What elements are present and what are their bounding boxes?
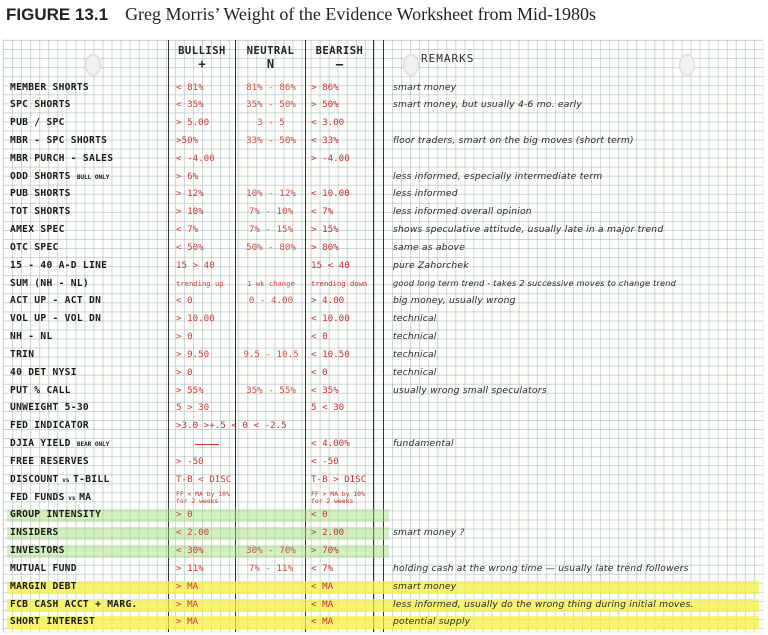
remark-text: technical (393, 366, 437, 378)
indicator-label: OTC SPEC (10, 241, 59, 253)
remark-text: smart money ? (393, 527, 465, 539)
bearish-value: < 10.50 (311, 348, 350, 360)
bullish-value: trending up (176, 278, 224, 288)
indicator-label: FED INDICATOR (10, 420, 89, 432)
table-row (3, 614, 763, 632)
indicator-name (10, 135, 107, 146)
fed-thresholds: >3.0 >+.5 < 0 < -2.5 (176, 420, 287, 432)
remark-text: less informed, usually do the wrong thing during initial moves. (393, 598, 694, 610)
indicator-label: MBR - SPC SHORTS (10, 134, 108, 146)
bullish-value: > 6% (176, 170, 199, 182)
neutral-value: 35% - 55% (246, 384, 296, 396)
figure-caption: Greg Morris’ Weight of the Evidence Worksheet from Mid-1980s (125, 4, 597, 24)
table-row (3, 543, 763, 561)
remark-text: fundamental (393, 438, 454, 450)
neutral-value: 10% - 12% (246, 188, 296, 200)
remark-text: technical (393, 348, 437, 360)
bearish-value: T-B > DISC (311, 473, 367, 485)
bullish-value: > 0 (176, 366, 193, 378)
binder-hole (85, 54, 101, 76)
indicator-label: MARGIN DEBT (10, 580, 77, 592)
indicator-label: PUB / SPC (10, 117, 65, 129)
remark-text: floor traders, smart on the big moves (short term) (393, 134, 634, 146)
binder-hole (679, 54, 695, 76)
indicator-name (10, 188, 71, 199)
table-row (3, 383, 763, 401)
bearish-value: < 10.00 (311, 188, 350, 200)
bullish-value: > -50 (176, 455, 204, 467)
table-row (3, 365, 763, 383)
bearish-value: < 7% (311, 562, 334, 574)
indicator-label: AMEX SPEC (10, 224, 65, 236)
table-row (3, 454, 763, 472)
remark-text: same as above (393, 241, 466, 253)
table-row (3, 525, 763, 543)
bullish-value: FF < MA by 10% for 2 weeks (176, 490, 230, 505)
remark-text: shows speculative attitude, usually late in a major trend (393, 224, 664, 236)
header-neutral: NEUTRAL (246, 45, 295, 57)
indicator-name (10, 331, 53, 342)
indicator-name (10, 313, 101, 324)
indicator-label: SUM (NH - NL) (10, 277, 89, 289)
bearish-value: < 4.00% (311, 438, 350, 450)
bearish-value: < MA (311, 598, 334, 610)
neutral-value: 3 - 5 (257, 117, 285, 129)
indicator-label: 15 - 40 A-D LINE (10, 259, 108, 271)
bearish-value: > 2.00 (311, 527, 345, 539)
indicator-label: SPC SHORTS (10, 99, 71, 111)
table-row (3, 472, 763, 490)
bearish-value: < 0 (311, 509, 328, 521)
table-row (3, 115, 763, 133)
bullish-value: > 12% (176, 188, 204, 200)
indicator-name (10, 402, 89, 413)
bullish-value: > 10.00 (176, 313, 215, 325)
indicator-name (10, 224, 65, 235)
neutral-value: 33% - 50% (246, 134, 296, 146)
indicator-name (10, 509, 101, 520)
table-row (3, 169, 763, 187)
neutral-value: 30% - 70% (246, 545, 296, 557)
indicator-label: INVESTORS (10, 545, 65, 557)
header-bullish: BULLISH (178, 45, 226, 57)
bullish-value: < -4.00 (176, 152, 215, 164)
indicator-label: ODD SHORTS (10, 170, 71, 182)
remark-text: potential supply (393, 616, 471, 628)
bearish-value: > 80% (311, 241, 339, 253)
remark-text: big money, usually wrong (393, 295, 516, 307)
indicator-label: NH - NL (10, 331, 53, 343)
binder-hole (403, 54, 419, 76)
header-bullish-symbol: + (198, 57, 206, 71)
bullish-value: >50% (176, 134, 199, 146)
indicator-label: PUT % CALL (10, 384, 71, 396)
remark-text: less informed overall opinion (393, 206, 532, 218)
bearish-value: < MA (311, 616, 334, 628)
bearish-value: < 35% (311, 384, 339, 396)
table-row (3, 490, 763, 508)
remark-text: holding cash at the wrong time — usually late trend followers (393, 562, 689, 574)
remark-text: technical (393, 313, 437, 325)
indicator-label: DJIA YIELD (10, 438, 71, 450)
table-row (3, 276, 763, 294)
figure-label: FIGURE 13.1 (6, 5, 109, 24)
indicator-name (10, 438, 109, 449)
indicator-label-tail: MA (79, 491, 92, 503)
indicator-name (10, 492, 91, 503)
table-row (3, 579, 763, 597)
table-row (3, 597, 763, 615)
indicator-name (10, 563, 77, 574)
bullish-value: < 0 (176, 295, 193, 307)
bullish-value: 5 > 30 (176, 402, 210, 414)
neutral-value: 7% - 15% (248, 224, 294, 236)
bullish-value: > 55% (176, 384, 204, 396)
table-row (3, 97, 763, 115)
bearish-value: > 50% (311, 99, 339, 111)
indicator-label: TRIN (10, 348, 35, 360)
indicator-name (10, 616, 95, 627)
bullish-value: T-B < DISC (176, 473, 232, 485)
table-row (3, 293, 763, 311)
indicator-label: 40 DET NYSI (10, 366, 77, 378)
indicator-label: VOL UP - VOL DN (10, 313, 102, 325)
table-row (3, 204, 763, 222)
table-row (3, 186, 763, 204)
neutral-value: 35% - 50% (246, 99, 296, 111)
bullish-value: 15 > 40 (176, 259, 215, 271)
table-row (3, 133, 763, 151)
remark-text: smart money (393, 580, 457, 592)
indicator-label: FED FUNDS (10, 491, 65, 503)
bullish-value: > 5.00 (176, 117, 210, 129)
remark-text: good long term trend - takes 2 successive moves to change trend (393, 277, 677, 288)
indicator-name (10, 456, 89, 467)
indicator-label: PUB SHORTS (10, 188, 71, 200)
indicator-name (10, 527, 59, 538)
indicator-name (10, 349, 34, 360)
remark-text: usually wrong small speculators (393, 384, 547, 396)
bearish-value: < 7% (311, 206, 334, 218)
indicator-label: GROUP INTENSITY (10, 509, 102, 521)
table-row (3, 258, 763, 276)
table-row (3, 436, 763, 454)
bearish-value: > -4.00 (311, 152, 350, 164)
bearish-value: 15 < 40 (311, 259, 350, 271)
bullish-value: < 35% (176, 99, 204, 111)
indicator-name (10, 474, 110, 485)
bullish-value: < 50% (176, 241, 204, 253)
indicator-label: DISCOUNT (10, 473, 59, 485)
neutral-value: 7% - 11% (248, 562, 294, 574)
bullish-value: > 11% (176, 562, 204, 574)
bullish-value: > 0 (176, 509, 193, 521)
indicator-name (10, 242, 59, 253)
header-bearish: BEARISH (315, 45, 364, 57)
table-row (3, 418, 763, 436)
indicator-qualifier: BULL ONLY (76, 173, 110, 181)
bearish-value: < 0 (311, 366, 328, 378)
indicator-name (10, 278, 89, 289)
table-row (3, 240, 763, 258)
indicator-label: SHORT INTEREST (10, 616, 96, 628)
table-row (3, 507, 763, 525)
indicator-name (10, 367, 77, 378)
figure-title (6, 4, 596, 25)
neutral-value: 7% - 10% (248, 206, 294, 218)
indicator-name (10, 153, 113, 164)
indicator-name (10, 117, 65, 128)
bullish-value: < 81% (176, 81, 204, 93)
indicator-label-tail: T-BILL (73, 473, 110, 485)
indicator-label: MUTUAL FUND (10, 562, 77, 574)
indicator-name (10, 295, 101, 306)
bullish-value: > 9.50 (176, 348, 210, 360)
table-row (3, 311, 763, 329)
bearish-value: FF > MA by 10% for 2 weeks (311, 490, 365, 505)
bullish-value: < 2.00 (176, 527, 210, 539)
table-row (3, 400, 763, 418)
indicator-name (10, 99, 71, 110)
remark-text: pure Zahorchek (393, 259, 469, 271)
indicator-name (10, 206, 71, 217)
bearish-value: < 33% (311, 134, 339, 146)
indicator-label: MBR PURCH - SALES (10, 152, 114, 164)
neutral-value: 0 - 4.00 (248, 295, 294, 307)
worksheet (3, 40, 763, 632)
table-row (3, 80, 763, 98)
neutral-value: 50% - 80% (246, 241, 296, 253)
bullish-value: > MA (176, 580, 199, 592)
bullish-value: > MA (176, 598, 199, 610)
indicator-qualifier: BEAR ONLY (76, 441, 110, 449)
bullish-value: > MA (176, 616, 199, 628)
bearish-value: trending down (311, 278, 368, 288)
header-remarks: REMARKS (421, 52, 475, 65)
indicator-label: MEMBER SHORTS (10, 81, 89, 93)
bearish-value: > 70% (311, 545, 339, 557)
bearish-value: < -50 (311, 455, 339, 467)
bearish-value: < 10.00 (311, 313, 350, 325)
table-row (3, 561, 763, 579)
indicator-name (10, 545, 65, 556)
remark-text: technical (393, 331, 437, 343)
indicator-name (10, 420, 89, 431)
indicator-name (10, 581, 77, 592)
bearish-value: 5 < 30 (311, 402, 345, 414)
bearish-value: < MA (311, 580, 334, 592)
indicator-label: ACT UP - ACT DN (10, 295, 102, 307)
table-row (3, 347, 763, 365)
indicator-name (10, 599, 138, 610)
table-row (3, 329, 763, 347)
neutral-value: 81% - 86% (246, 81, 296, 93)
indicator-name (10, 82, 89, 93)
not-applicable-dash (195, 444, 219, 445)
remark-text: less informed (393, 188, 458, 200)
header-bearish-symbol: — (335, 57, 344, 71)
indicator-connector: vs (58, 476, 74, 484)
indicator-label: TOT SHORTS (10, 206, 71, 218)
bearish-value: > 4.00 (311, 295, 345, 307)
indicator-name (10, 260, 107, 271)
indicator-label: UNWEIGHT 5-30 (10, 402, 89, 414)
bearish-value: < 3.00 (311, 117, 345, 129)
table-row (3, 222, 763, 240)
indicator-name (10, 385, 71, 396)
table-row (3, 151, 763, 169)
neutral-value: 9.5 - 10.5 (243, 348, 299, 360)
bearish-value: > 15% (311, 224, 339, 236)
neutral-value: 1 wk change (247, 278, 295, 288)
bullish-value: < 7% (176, 224, 199, 236)
bullish-value: > 0 (176, 331, 193, 343)
bullish-value: < 30% (176, 545, 204, 557)
bearish-value: < 0 (311, 331, 328, 343)
indicator-label: FCB CASH ACCT + MARG. (10, 598, 138, 610)
remark-text: smart money, but usually 4-6 mo. early (393, 99, 582, 111)
indicator-connector: vs (64, 494, 80, 502)
indicator-name (10, 171, 109, 182)
indicator-label: INSIDERS (10, 527, 59, 539)
remark-text: smart money (393, 81, 457, 93)
indicator-label: FREE RESERVES (10, 455, 89, 467)
bearish-value: > 86% (311, 81, 339, 93)
remark-text: less informed, especially intermediate term (393, 170, 603, 182)
header-neutral-symbol: N (266, 57, 275, 71)
bullish-value: > 10% (176, 206, 204, 218)
